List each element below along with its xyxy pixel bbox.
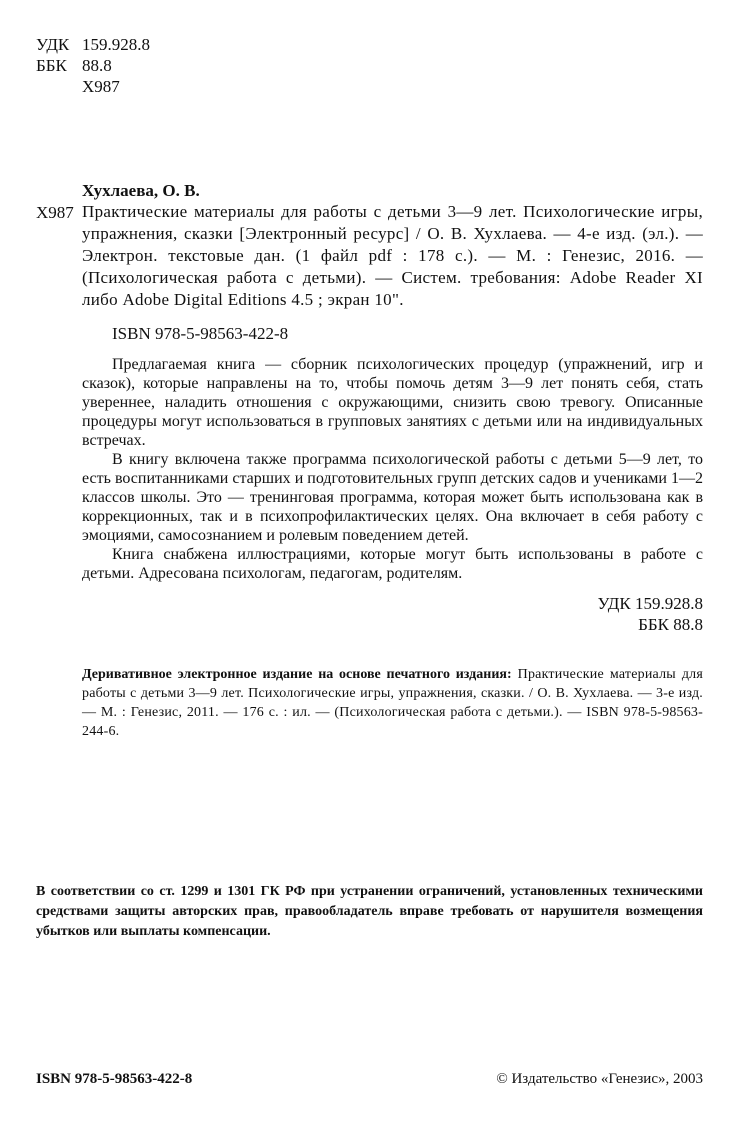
- bbk-right: ББК 88.8: [638, 615, 703, 634]
- bbk-value: 88.8: [82, 56, 112, 75]
- udk-label: УДК: [36, 35, 70, 54]
- annotation-paragraph: В книгу включена также программа психологической работы с детьми 5—9 лет, то есть воспитанниками старших и подготовительных групп детских садов и учениками 1—2 классов школы. Это — тренинговая программа, которая может быть использована как в коррекционных, так и в психопрофилактических целях. Она включает в себя работу с эмоциями, самосознанием и ролевым поведением детей.: [82, 451, 703, 544]
- bibliographic-description: Практические материалы для работы с детьми 3—9 лет. Психологические игры, упражнения, сказки [Электронный ресурс] / О. В. Хухлаева. — 4-е изд. (эл.). — Электрон. текстовые дан. (1 файл pdf : 178 с.). — М. : Генезис, 2016. — (Психологическая работа с детьми). — Систем. требования: Adobe Reader XI либо Adobe Digital Editions 4.5 ; экран 10".: [82, 202, 703, 309]
- author-heading: Хухлаева, О. В.: [82, 181, 200, 200]
- udk-value: 159.928.8: [82, 35, 150, 54]
- classification-codes: [36, 34, 150, 97]
- classification-codes-right: [36, 593, 703, 635]
- legal-notice: В соответствии со ст. 1299 и 1301 ГК РФ при устранении ограничений, установленных техническими средствами защиты авторских прав, правообладатель вправе требовать от нарушителя возмещения убытков или выплаты компенсации.: [36, 884, 703, 939]
- footer-isbn: ISBN 978-5-98563-422-8: [36, 1071, 193, 1087]
- bbk-label: ББК: [36, 56, 67, 75]
- derivative-edition-note: [82, 665, 703, 741]
- udk-row: [36, 34, 150, 55]
- footer-copyright: © Издательство «Генезис», 2003: [496, 1071, 703, 1087]
- annotation-paragraph: Предлагаемая книга — сборник психологических процедур (упражнений, игр и сказок), которые направлены на то, чтобы помочь детям 3—9 лет понять себя, стать увереннее, наладить отношения с окружающими, снизить свою тревогу. Описанные процедуры могут использоваться в групповых занятиях с детьми или на индивидуальных встречах.: [82, 356, 703, 449]
- bbk-row: [36, 55, 150, 76]
- author-mark: Х987: [82, 77, 120, 96]
- author-mark-row: [36, 76, 150, 97]
- derivative-text: Практические материалы для работы с детьми 3—9 лет. Психологические игры, упражнения, сказки. / О. В. Хухлаева. — 3-е изд. — М. : Генезис, 2011. — 176 с. : ил. — (Психологическая работа с детьми.). — ISBN 978-5-98563-244-6.: [82, 667, 704, 739]
- isbn-line: ISBN 978-5-98563-422-8: [112, 324, 289, 343]
- annotation-paragraph: Книга снабжена иллюстрациями, которые могут быть использованы в работе с детьми. Адресована психологам, педагогам, родителям.: [82, 546, 703, 582]
- catalog-card: [36, 180, 703, 741]
- call-mark: Х987: [36, 203, 74, 222]
- udk-right: УДК 159.928.8: [597, 594, 703, 613]
- derivative-label: Деривативное электронное издание на основе печатного издания:: [82, 667, 512, 682]
- annotation: [82, 355, 703, 583]
